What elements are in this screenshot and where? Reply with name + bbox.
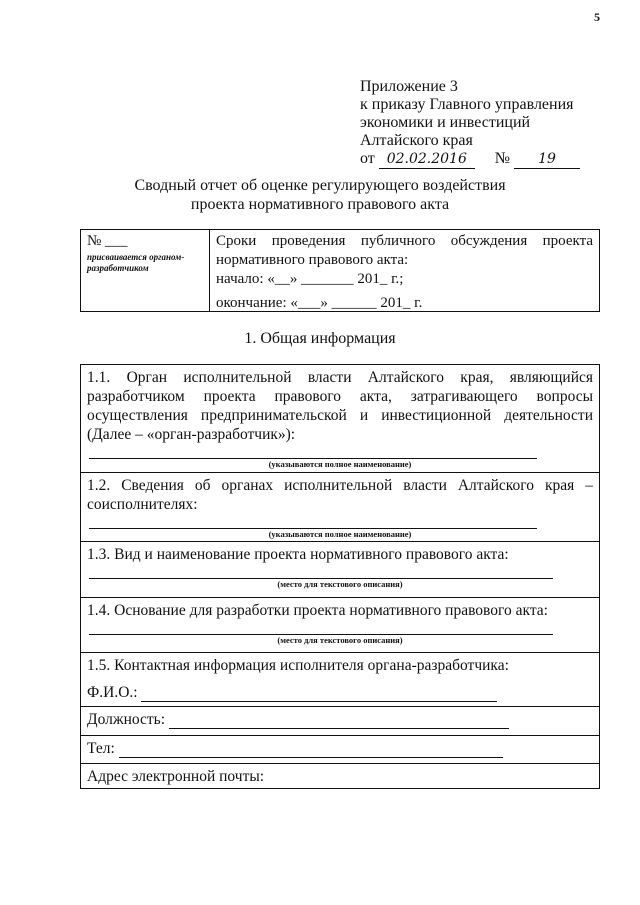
fio-fill-line [141, 686, 497, 702]
discussion-deadlines-cell [210, 230, 599, 311]
phone-fill-line [119, 742, 503, 758]
row-1-2 [81, 473, 599, 542]
report-number-note: присваивается органом-разработчиком [87, 252, 185, 273]
item-1-2-caption: (указываются полное наименование) [268, 529, 412, 539]
annex-line-3: экономики и инвестиций [360, 114, 531, 131]
section-title: 1. Общая информация [244, 330, 396, 347]
annex-line-1: Приложение 3 [360, 78, 458, 95]
row-1-4 [81, 598, 599, 653]
item-1-4-fill-line [89, 620, 553, 635]
item-1-1-fill-line [89, 444, 537, 459]
date-value: 02.02.2016 [379, 150, 475, 169]
deadline-start: начало: «__» _______ 201_ г.; [216, 271, 404, 287]
item-1-5-text: 1.5. Контактная информация исполнителя органа-разработчика: [87, 657, 509, 674]
title-line-1: Сводный отчет об оценке регулирующего воздействия [134, 177, 506, 194]
item-1-4-caption: (место для текстового описания) [277, 635, 403, 645]
number-prefix: № [494, 150, 511, 167]
title-line-2: проекта нормативного правового акта [190, 196, 450, 213]
item-1-1-caption: (указываются полное наименование) [268, 459, 412, 469]
row-phone [81, 736, 599, 764]
annex-block [360, 78, 580, 169]
row-email [81, 764, 599, 788]
date-prefix: от [360, 150, 375, 167]
item-1-3-text: 1.3. Вид и наименование проекта нормативного правового акта: [87, 546, 509, 563]
annex-date-line [360, 150, 580, 169]
item-1-3-caption: (место для текстового описания) [277, 579, 403, 589]
annex-line-4: Алтайского края [360, 132, 473, 149]
row-1-1 [81, 365, 599, 473]
page-number: 5 [594, 10, 600, 24]
item-1-2-text: 1.2. Сведения об органах исполнительной власти Алтайского края – соисполнителях: [87, 477, 593, 513]
row-1-3 [81, 542, 599, 598]
document-title [60, 176, 580, 214]
fio-field [87, 683, 593, 702]
item-1-1-text: 1.1. Орган исполнительной власти Алтайского края, являющийся разработчиком проекта правового акта, затрагивающего вопросы осуществления предпринимательской и инвестиционной деятельности (Далее – «орган-разработчик»): [87, 369, 593, 443]
item-1-2-fill-line [89, 514, 537, 529]
phone-label: Тел: [87, 740, 115, 757]
row-1-5 [81, 653, 599, 707]
email-label: Адрес электронной почты: [87, 768, 265, 785]
header-table [80, 229, 600, 312]
report-number-field: № ___ [87, 233, 128, 249]
fio-label: Ф.И.О.: [87, 684, 138, 701]
item-1-3-fill-line [89, 564, 553, 579]
general-info-table [80, 364, 600, 789]
annex-line-2: к приказу Главного управления [360, 96, 574, 113]
position-fill-line [169, 713, 509, 729]
deadlines-text: Сроки проведения публичного обсуждения проекта нормативного правового акта: [216, 233, 593, 268]
order-number-value: 19 [514, 150, 580, 169]
item-1-4-text: 1.4. Основание для разработки проекта нормативного правового акта: [87, 602, 548, 619]
row-position [81, 707, 599, 736]
report-number-cell [81, 230, 210, 311]
position-label: Должность: [87, 711, 166, 728]
deadline-end: окончание: «___» ______ 201_ г. [216, 295, 423, 311]
